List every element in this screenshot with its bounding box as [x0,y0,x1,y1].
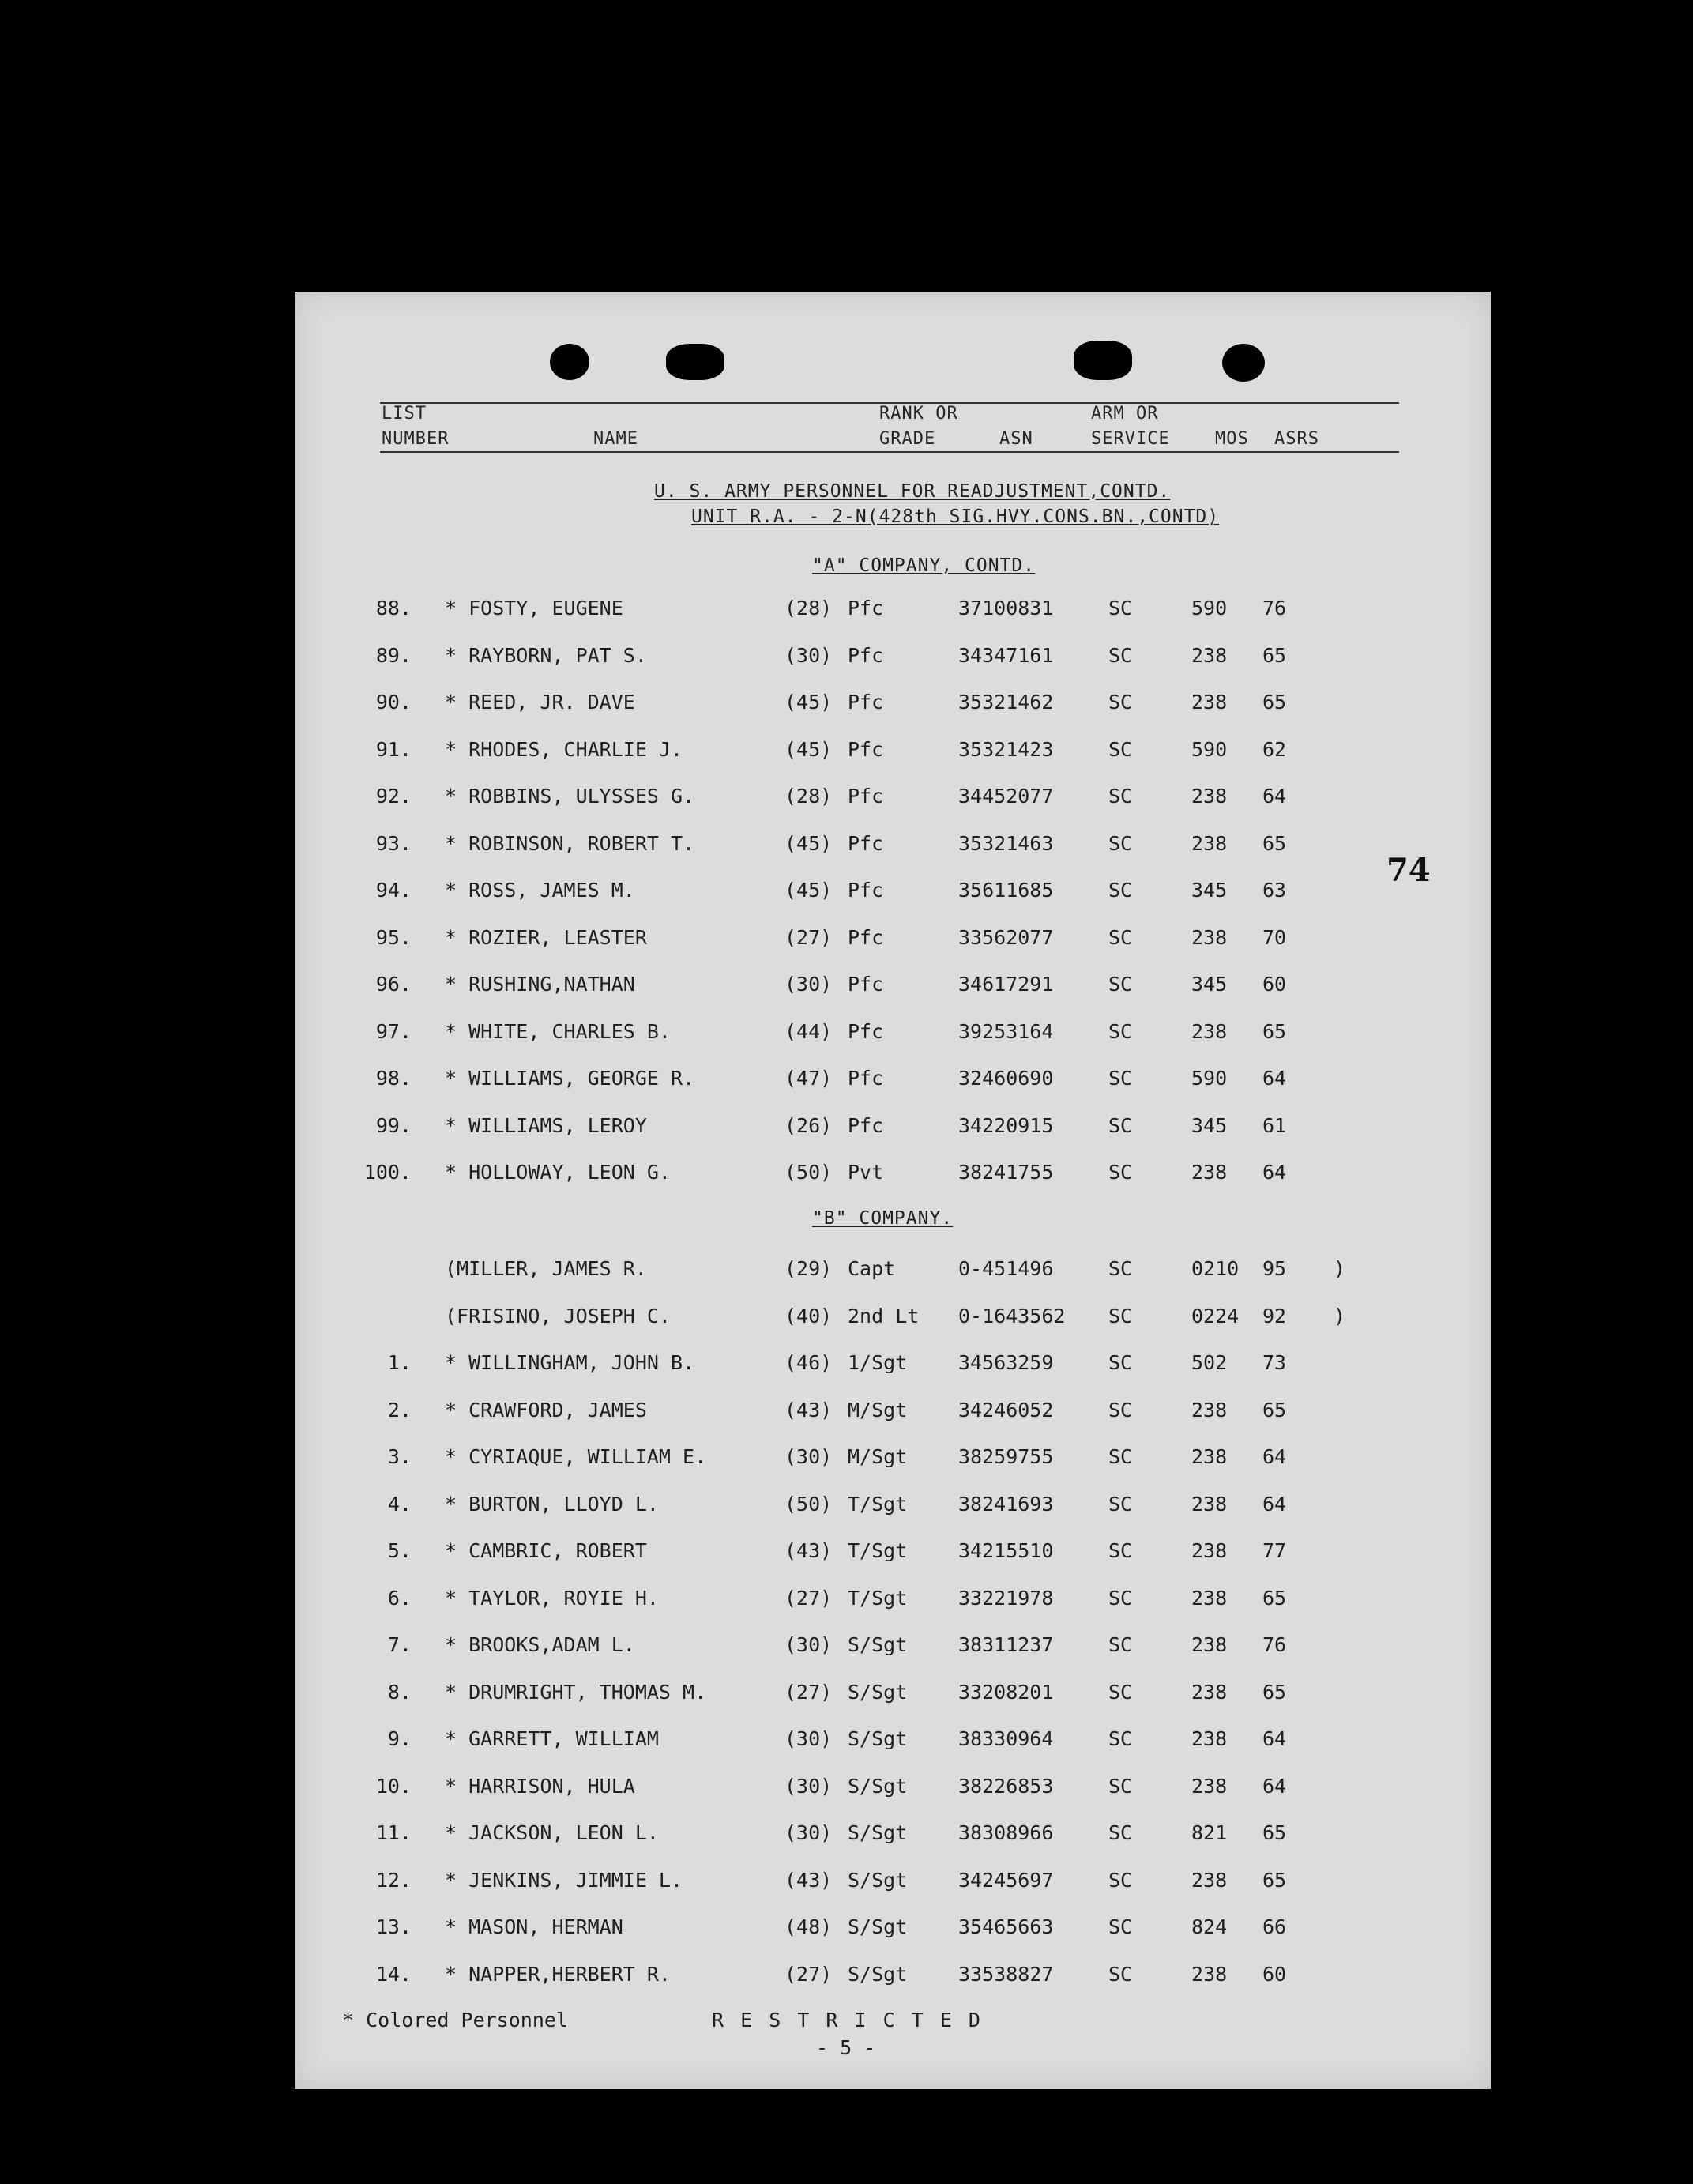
mos: 238 [1191,643,1228,667]
mos: 590 [1191,737,1228,761]
punch-hole [1074,341,1132,380]
mos: 238 [1191,925,1228,949]
arm-service: SC [1108,1821,1133,1844]
table-row [295,1257,1491,1289]
age: (45) [784,691,833,714]
person-name: * BROOKS,ADAM L. [445,1633,635,1656]
arm-service: SC [1108,1019,1133,1043]
table-row [295,1067,1491,1098]
asrs: 65 [1262,1821,1287,1844]
person-name: * DRUMRIGHT, THOMAS M. [445,1680,707,1704]
asrs: 65 [1262,1019,1287,1043]
mos: 238 [1191,1774,1228,1798]
list-number: 93. [375,831,412,855]
arm-service: SC [1108,1868,1133,1892]
table-row [295,1114,1491,1146]
asn: 35465663 [958,1915,1054,1938]
list-number: 90. [375,691,412,714]
age: (30) [784,1821,833,1844]
arm-service: SC [1108,1915,1133,1938]
asn: 38241693 [958,1492,1054,1516]
list-number: 98. [375,1067,412,1090]
arm-service: SC [1108,831,1133,855]
list-number: 94. [375,879,412,902]
arm-service: SC [1108,1492,1133,1516]
asn: 34245697 [958,1868,1054,1892]
asrs: 60 [1262,973,1287,996]
person-name: * TAYLOR, ROYIE H. [445,1586,659,1610]
arm-service: SC [1108,1774,1133,1798]
asrs: 65 [1262,1868,1287,1892]
closing-paren: ) [1334,1257,1346,1280]
asrs: 64 [1262,1492,1287,1516]
arm-service: SC [1108,1727,1133,1750]
table-row [295,644,1491,676]
list-number: 91. [375,737,412,761]
arm-service: SC [1108,1398,1133,1421]
list-number: 95. [375,925,412,949]
person-name: * HARRISON, HULA [445,1774,635,1798]
asn: 34347161 [958,643,1054,667]
person-name: * NAPPER,HERBERT R. [445,1962,671,1986]
margin-number: 74 [1386,852,1431,889]
age: (29) [784,1257,833,1280]
classification-marking: R E S T R I C T E D [712,2009,983,2031]
list-number: 10. [375,1774,412,1798]
asrs: 92 [1262,1304,1287,1327]
person-name: * HOLLOWAY, LEON G. [445,1161,671,1184]
mos: 345 [1191,879,1228,902]
person-name: * ROSS, JAMES M. [445,879,635,902]
table-row [295,1963,1491,1994]
person-name: * WHITE, CHARLES B. [445,1019,671,1043]
unit-title: UNIT R.A. - 2-N(428th SIG.HVY.CONS.BN.,CONTD) [691,506,1220,527]
asrs: 65 [1262,1586,1287,1610]
age: (30) [784,643,833,667]
asn: 35321423 [958,737,1054,761]
section-heading-b: "B" COMPANY. [812,1208,954,1229]
rank: Pfc [848,973,884,996]
rank: Pfc [848,1113,884,1137]
table-row [295,1445,1491,1477]
table-row [295,1020,1491,1052]
mos: 0224 [1191,1304,1240,1327]
asrs: 65 [1262,691,1287,714]
age: (40) [784,1304,833,1327]
age: (27) [784,1680,833,1704]
table-row [295,1351,1491,1383]
mos: 502 [1191,1351,1228,1374]
arm-service: SC [1108,691,1133,714]
age: (44) [784,1019,833,1043]
arm-service: SC [1108,1633,1133,1656]
list-number: 4. [387,1492,412,1516]
age: (45) [784,831,833,855]
document-page [295,292,1491,2089]
asrs: 62 [1262,737,1287,761]
age: (48) [784,1915,833,1938]
mos: 238 [1191,1586,1228,1610]
asrs: 63 [1262,879,1287,902]
mos: 821 [1191,1821,1228,1844]
mos: 238 [1191,1868,1228,1892]
asn: 34246052 [958,1398,1054,1421]
punch-hole [666,344,724,380]
table-row [295,1161,1491,1192]
asrs: 77 [1262,1539,1287,1562]
asrs: 76 [1262,1633,1287,1656]
table-row [295,832,1491,864]
rank: S/Sgt [848,1727,908,1750]
person-name: (MILLER, JAMES R. [445,1257,647,1280]
asrs: 64 [1262,1445,1287,1468]
mos: 238 [1191,691,1228,714]
rank: M/Sgt [848,1445,908,1468]
table-row [295,1493,1491,1524]
header-arm-2: SERVICE [1091,429,1170,449]
asrs: 73 [1262,1351,1287,1374]
table-row [295,1869,1491,1900]
rank: Pfc [848,879,884,902]
arm-service: SC [1108,597,1133,619]
asn: 38241755 [958,1161,1054,1184]
rank: 2nd Lt [848,1304,920,1327]
header-bottom-rule [380,451,1399,453]
mos: 0210 [1191,1257,1240,1280]
footnote: * Colored Personnel [342,2009,568,2031]
list-number: 13. [375,1915,412,1938]
age: (45) [784,879,833,902]
asn: 0-1643562 [958,1304,1066,1327]
list-number: 88. [375,597,412,619]
mos: 345 [1191,973,1228,996]
list-number: 89. [375,643,412,667]
rank: S/Sgt [848,1915,908,1938]
punch-hole [550,344,589,380]
person-name: * MASON, HERMAN [445,1915,623,1938]
arm-service: SC [1108,1445,1133,1468]
person-name: * GARRETT, WILLIAM [445,1727,659,1750]
asn: 33538827 [958,1962,1054,1986]
age: (46) [784,1351,833,1374]
rank: Pfc [848,597,884,619]
table-row [295,1399,1491,1430]
age: (50) [784,1161,833,1184]
asrs: 65 [1262,643,1287,667]
asn: 34452077 [958,785,1054,808]
table-row [295,1727,1491,1759]
mos: 238 [1191,1680,1228,1704]
rank: T/Sgt [848,1492,908,1516]
list-number: 5. [387,1539,412,1562]
asrs: 64 [1262,1067,1287,1090]
person-name: * REED, JR. DAVE [445,691,635,714]
mos: 238 [1191,1445,1228,1468]
arm-service: SC [1108,1586,1133,1610]
mos: 238 [1191,1398,1228,1421]
asn: 38308966 [958,1821,1054,1844]
person-name: (FRISINO, JOSEPH C. [445,1304,671,1327]
list-number: 97. [375,1019,412,1043]
list-number: 2. [387,1398,412,1421]
arm-service: SC [1108,737,1133,761]
age: (26) [784,1113,833,1137]
asn: 38330964 [958,1727,1054,1750]
rank: Capt [848,1257,896,1280]
header-rank-1: RANK OR [879,404,958,424]
rank: Pfc [848,785,884,808]
list-number: 8. [387,1680,412,1704]
asrs: 70 [1262,925,1287,949]
list-number: 96. [375,973,412,996]
mos: 590 [1191,597,1228,619]
rank: S/Sgt [848,1821,908,1844]
rank: S/Sgt [848,1774,908,1798]
age: (47) [784,1067,833,1090]
header-arm-1: ARM OR [1091,404,1159,424]
person-name: * RHODES, CHARLIE J. [445,737,683,761]
rank: Pfc [848,691,884,714]
rank: T/Sgt [848,1586,908,1610]
header-list-2: NUMBER [382,429,450,449]
asn: 34563259 [958,1351,1054,1374]
list-number: 11. [375,1821,412,1844]
mos: 238 [1191,1539,1228,1562]
section-heading-a: "A" COMPANY, CONTD. [812,555,1036,576]
age: (27) [784,1962,833,1986]
table-row [295,1633,1491,1665]
person-name: * RAYBORN, PAT S. [445,643,647,667]
asrs: 95 [1262,1257,1287,1280]
age: (30) [784,1774,833,1798]
table-row [295,973,1491,1004]
asn: 0-451496 [958,1257,1054,1280]
asrs: 64 [1262,1161,1287,1184]
age: (45) [784,737,833,761]
age: (28) [784,785,833,808]
table-row [295,1775,1491,1806]
asrs: 65 [1262,831,1287,855]
rank: Pfc [848,737,884,761]
header-asrs: ASRS [1274,429,1319,449]
asn: 34215510 [958,1539,1054,1562]
table-row [295,1915,1491,1947]
arm-service: SC [1108,925,1133,949]
table-row [295,879,1491,910]
person-name: * ROBBINS, ULYSSES G. [445,785,695,808]
page-number: - 5 - [816,2036,876,2059]
header-mos: MOS [1215,429,1249,449]
table-row [295,1587,1491,1618]
header-rank-2: GRADE [879,429,936,449]
arm-service: SC [1108,1067,1133,1090]
asrs: 64 [1262,1727,1287,1750]
mos: 345 [1191,1113,1228,1137]
rank: S/Sgt [848,1962,908,1986]
table-row [295,926,1491,958]
person-name: * FOSTY, EUGENE [445,597,623,619]
table-row [295,738,1491,770]
asrs: 64 [1262,785,1287,808]
arm-service: SC [1108,643,1133,667]
age: (43) [784,1539,833,1562]
age: (30) [784,1727,833,1750]
rank: Pfc [848,643,884,667]
asrs: 65 [1262,1398,1287,1421]
document-title: U. S. ARMY PERSONNEL FOR READJUSTMENT,CONTD. [654,481,1171,502]
arm-service: SC [1108,1304,1133,1327]
mos: 238 [1191,1727,1228,1750]
person-name: * WILLIAMS, LEROY [445,1113,647,1137]
asrs: 66 [1262,1915,1287,1938]
age: (30) [784,1633,833,1656]
header-name: NAME [593,429,638,449]
mos: 238 [1191,831,1228,855]
asn: 37100831 [958,597,1054,619]
table-row [295,1681,1491,1712]
person-name: * CYRIAQUE, WILLIAM E. [445,1445,707,1468]
list-number: 9. [387,1727,412,1750]
list-number: 12. [375,1868,412,1892]
list-number: 99. [375,1113,412,1137]
person-name: * WILLINGHAM, JOHN B. [445,1351,695,1374]
rank: 1/Sgt [848,1351,908,1374]
table-row [295,1539,1491,1571]
arm-service: SC [1108,1257,1133,1280]
arm-service: SC [1108,1161,1133,1184]
person-name: * BURTON, LLOYD L. [445,1492,659,1516]
mos: 824 [1191,1915,1228,1938]
table-row [295,691,1491,722]
mos: 590 [1191,1067,1228,1090]
asrs: 60 [1262,1962,1287,1986]
list-number: 14. [375,1962,412,1986]
arm-service: SC [1108,973,1133,996]
arm-service: SC [1108,785,1133,808]
age: (43) [784,1398,833,1421]
age: (27) [784,925,833,949]
punch-hole [1222,344,1265,382]
asn: 35321463 [958,831,1054,855]
rank: M/Sgt [848,1398,908,1421]
person-name: * ROBINSON, ROBERT T. [445,831,695,855]
person-name: * RUSHING,NATHAN [445,973,635,996]
rank: Pfc [848,925,884,949]
table-row [295,1821,1491,1853]
rank: S/Sgt [848,1680,908,1704]
age: (30) [784,973,833,996]
person-name: * CAMBRIC, ROBERT [445,1539,647,1562]
asn: 38226853 [958,1774,1054,1798]
rank: Pfc [848,1019,884,1043]
asn: 39253164 [958,1019,1054,1043]
rank: Pvt [848,1161,884,1184]
header-list-1: LIST [382,404,427,424]
list-number: 100. [363,1161,412,1184]
rank: T/Sgt [848,1539,908,1562]
asn: 33562077 [958,925,1054,949]
list-number: 92. [375,785,412,808]
asrs: 65 [1262,1680,1287,1704]
arm-service: SC [1108,1962,1133,1986]
mos: 238 [1191,1161,1228,1184]
asn: 38259755 [958,1445,1054,1468]
arm-service: SC [1108,879,1133,902]
arm-service: SC [1108,1351,1133,1374]
list-number: 6. [387,1586,412,1610]
asn: 38311237 [958,1633,1054,1656]
age: (43) [784,1868,833,1892]
person-name: * JACKSON, LEON L. [445,1821,659,1844]
mos: 238 [1191,1019,1228,1043]
asn: 34617291 [958,973,1054,996]
rank: Pfc [848,831,884,855]
asn: 35611685 [958,879,1054,902]
asrs: 61 [1262,1113,1287,1137]
asn: 33208201 [958,1680,1054,1704]
age: (27) [784,1586,833,1610]
closing-paren: ) [1334,1304,1346,1327]
list-number: 1. [387,1351,412,1374]
table-row [295,785,1491,816]
person-name: * CRAWFORD, JAMES [445,1398,647,1421]
mos: 238 [1191,1492,1228,1516]
table-row [295,597,1491,628]
asn: 34220915 [958,1113,1054,1137]
age: (50) [784,1492,833,1516]
header-asn: ASN [999,429,1033,449]
person-name: * JENKINS, JIMMIE L. [445,1868,683,1892]
mos: 238 [1191,785,1228,808]
arm-service: SC [1108,1680,1133,1704]
mos: 238 [1191,1633,1228,1656]
person-name: * ROZIER, LEASTER [445,925,647,949]
mos: 238 [1191,1962,1228,1986]
asn: 33221978 [958,1586,1054,1610]
arm-service: SC [1108,1113,1133,1137]
age: (30) [784,1445,833,1468]
arm-service: SC [1108,1539,1133,1562]
person-name: * WILLIAMS, GEORGE R. [445,1067,695,1090]
list-number: 3. [387,1445,412,1468]
age: (28) [784,597,833,619]
asrs: 76 [1262,597,1287,619]
asn: 35321462 [958,691,1054,714]
rank: Pfc [848,1067,884,1090]
rank: S/Sgt [848,1868,908,1892]
asn: 32460690 [958,1067,1054,1090]
table-row [295,1305,1491,1336]
rank: S/Sgt [848,1633,908,1656]
list-number: 7. [387,1633,412,1656]
asrs: 64 [1262,1774,1287,1798]
